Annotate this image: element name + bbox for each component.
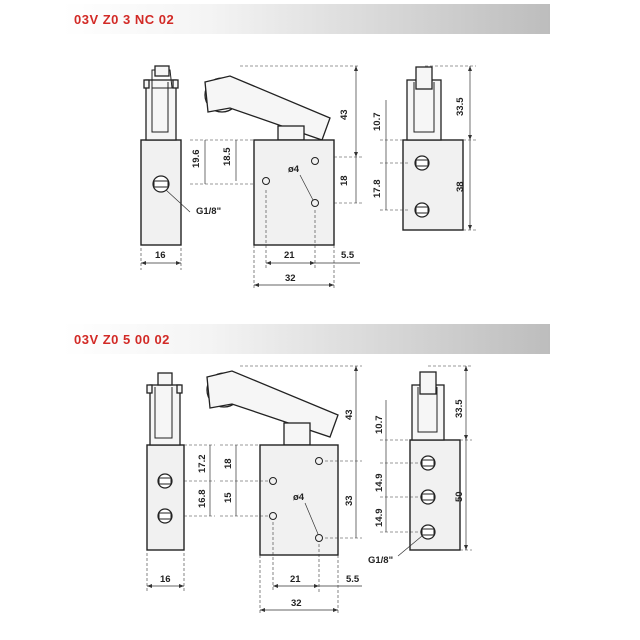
dim-front-lower: 15: [223, 492, 234, 503]
dim-port-spacing: 17.8: [372, 179, 383, 198]
dim-hole-to-top: 18.5: [222, 147, 233, 166]
dim-body-width-left-2: 16: [160, 574, 171, 585]
dim-body-width: 32: [285, 273, 296, 284]
drawing-5-00: [147, 366, 472, 615]
model-title-2: 03V Z0 5 00 02: [74, 332, 170, 347]
dim-roller-height: 33.5: [455, 97, 466, 116]
dim-left-upper: 17.2: [197, 454, 208, 473]
dim-hole-spacing-h-2: 21: [290, 574, 301, 585]
dim-side-to-ports-2: 10.7: [374, 415, 385, 434]
side-view-5-00: [368, 366, 472, 566]
dim-roller-height-2: 33.5: [454, 399, 465, 418]
thread-label-2: G1/8": [368, 555, 394, 566]
thread-label: G1/8": [196, 206, 222, 217]
dim-total-height-2: 43: [344, 409, 355, 420]
dim-port-spacing-upper: 14.9: [374, 473, 385, 492]
dim-body-width-2: 32: [291, 598, 302, 609]
dim-total-height: 43: [339, 109, 350, 120]
front-view-5-00: [207, 366, 362, 615]
dim-body-height-front: 33: [344, 495, 355, 506]
lever-bracket: [146, 80, 176, 140]
dim-offset: 5.5: [341, 250, 355, 261]
dim-hole-spacing-h: 21: [284, 250, 295, 261]
drawing-3nc: [141, 66, 476, 290]
dim-side-to-ports: 10.7: [372, 112, 383, 131]
valve-body-side: [403, 140, 463, 230]
lever-arm: [205, 76, 330, 140]
dim-port-spacing-lower: 14.9: [374, 508, 385, 527]
dim-body-height: 38: [455, 181, 466, 192]
hole-diameter-label: ø4: [288, 164, 300, 175]
dim-left-lower: 16.8: [197, 489, 208, 508]
left-view-5-00: [147, 373, 215, 592]
dim-offset-2: 5.5: [346, 574, 360, 585]
hole-diameter-label-2: ø4: [293, 492, 305, 503]
dim-front-upper: 18: [223, 458, 234, 469]
model-title-1: 03V Z0 3 NC 02: [74, 12, 175, 27]
dim-port-to-top: 19.6: [191, 149, 202, 168]
dim-body-height-side: 50: [454, 491, 465, 502]
dim-body-width-left: 16: [155, 250, 166, 261]
side-view-3nc: [372, 66, 476, 230]
dim-hole-spacing-right: 18: [339, 175, 350, 186]
front-view-3nc: [190, 66, 362, 290]
